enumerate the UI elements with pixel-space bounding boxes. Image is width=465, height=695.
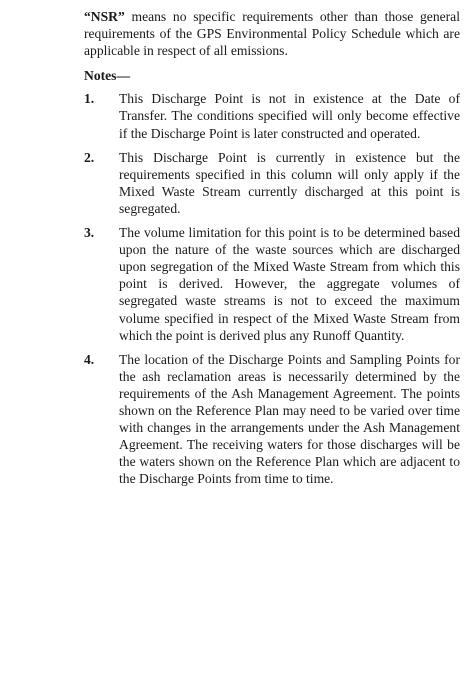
note-number: 4. xyxy=(84,351,95,367)
note-item xyxy=(84,90,460,141)
note-item xyxy=(84,149,460,217)
note-text: The volume limitation for this point is to be determined based upon the nature of the waste sources which are discharged upon segregation of the Mixed Waste Stream from which this point is derived. However, the aggregate volumes of segregated waste streams is not to exceed the maximum volume specified in respect of the Mixed Waste Stream from which the point is derived plus any Runoff Quantity. xyxy=(119,225,460,343)
note-item xyxy=(84,224,460,344)
note-number: 3. xyxy=(84,225,95,241)
definition-text: means no specific requirements other than those general requirements of the GPS Environmental Policy Schedule which are applicable in respect of all emissions. xyxy=(84,9,460,59)
document-page xyxy=(84,8,460,494)
note-text: This Discharge Point is currently in existence but the requirements specified in this column will only apply if the Mixed Waste Stream currently discharged at this point is segregated. xyxy=(119,149,460,216)
note-text: This Discharge Point is not in existence at the Date of Transfer. The conditions specified will only become effective if the Discharge Point is later constructed and operated. xyxy=(119,91,460,141)
nsr-definition xyxy=(84,8,460,59)
note-number: 2. xyxy=(84,149,95,165)
note-number: 1. xyxy=(84,91,95,107)
notes-heading: Notes— xyxy=(84,68,131,84)
note-item xyxy=(84,351,460,488)
note-text: The location of the Discharge Points and Sampling Points for the ash reclamation areas is necessarily determined by the requirements of the Ash Management Agreement. The points shown on the Reference Plan may need to be varied over time with changes in the arrangements under the Ash Management Agreement. The receiving waters for those discharges will be the waters shown on the Reference Plan which are adjacent to the Discharge Points from time to time. xyxy=(119,351,460,487)
defined-term: “NSR” xyxy=(84,9,125,24)
